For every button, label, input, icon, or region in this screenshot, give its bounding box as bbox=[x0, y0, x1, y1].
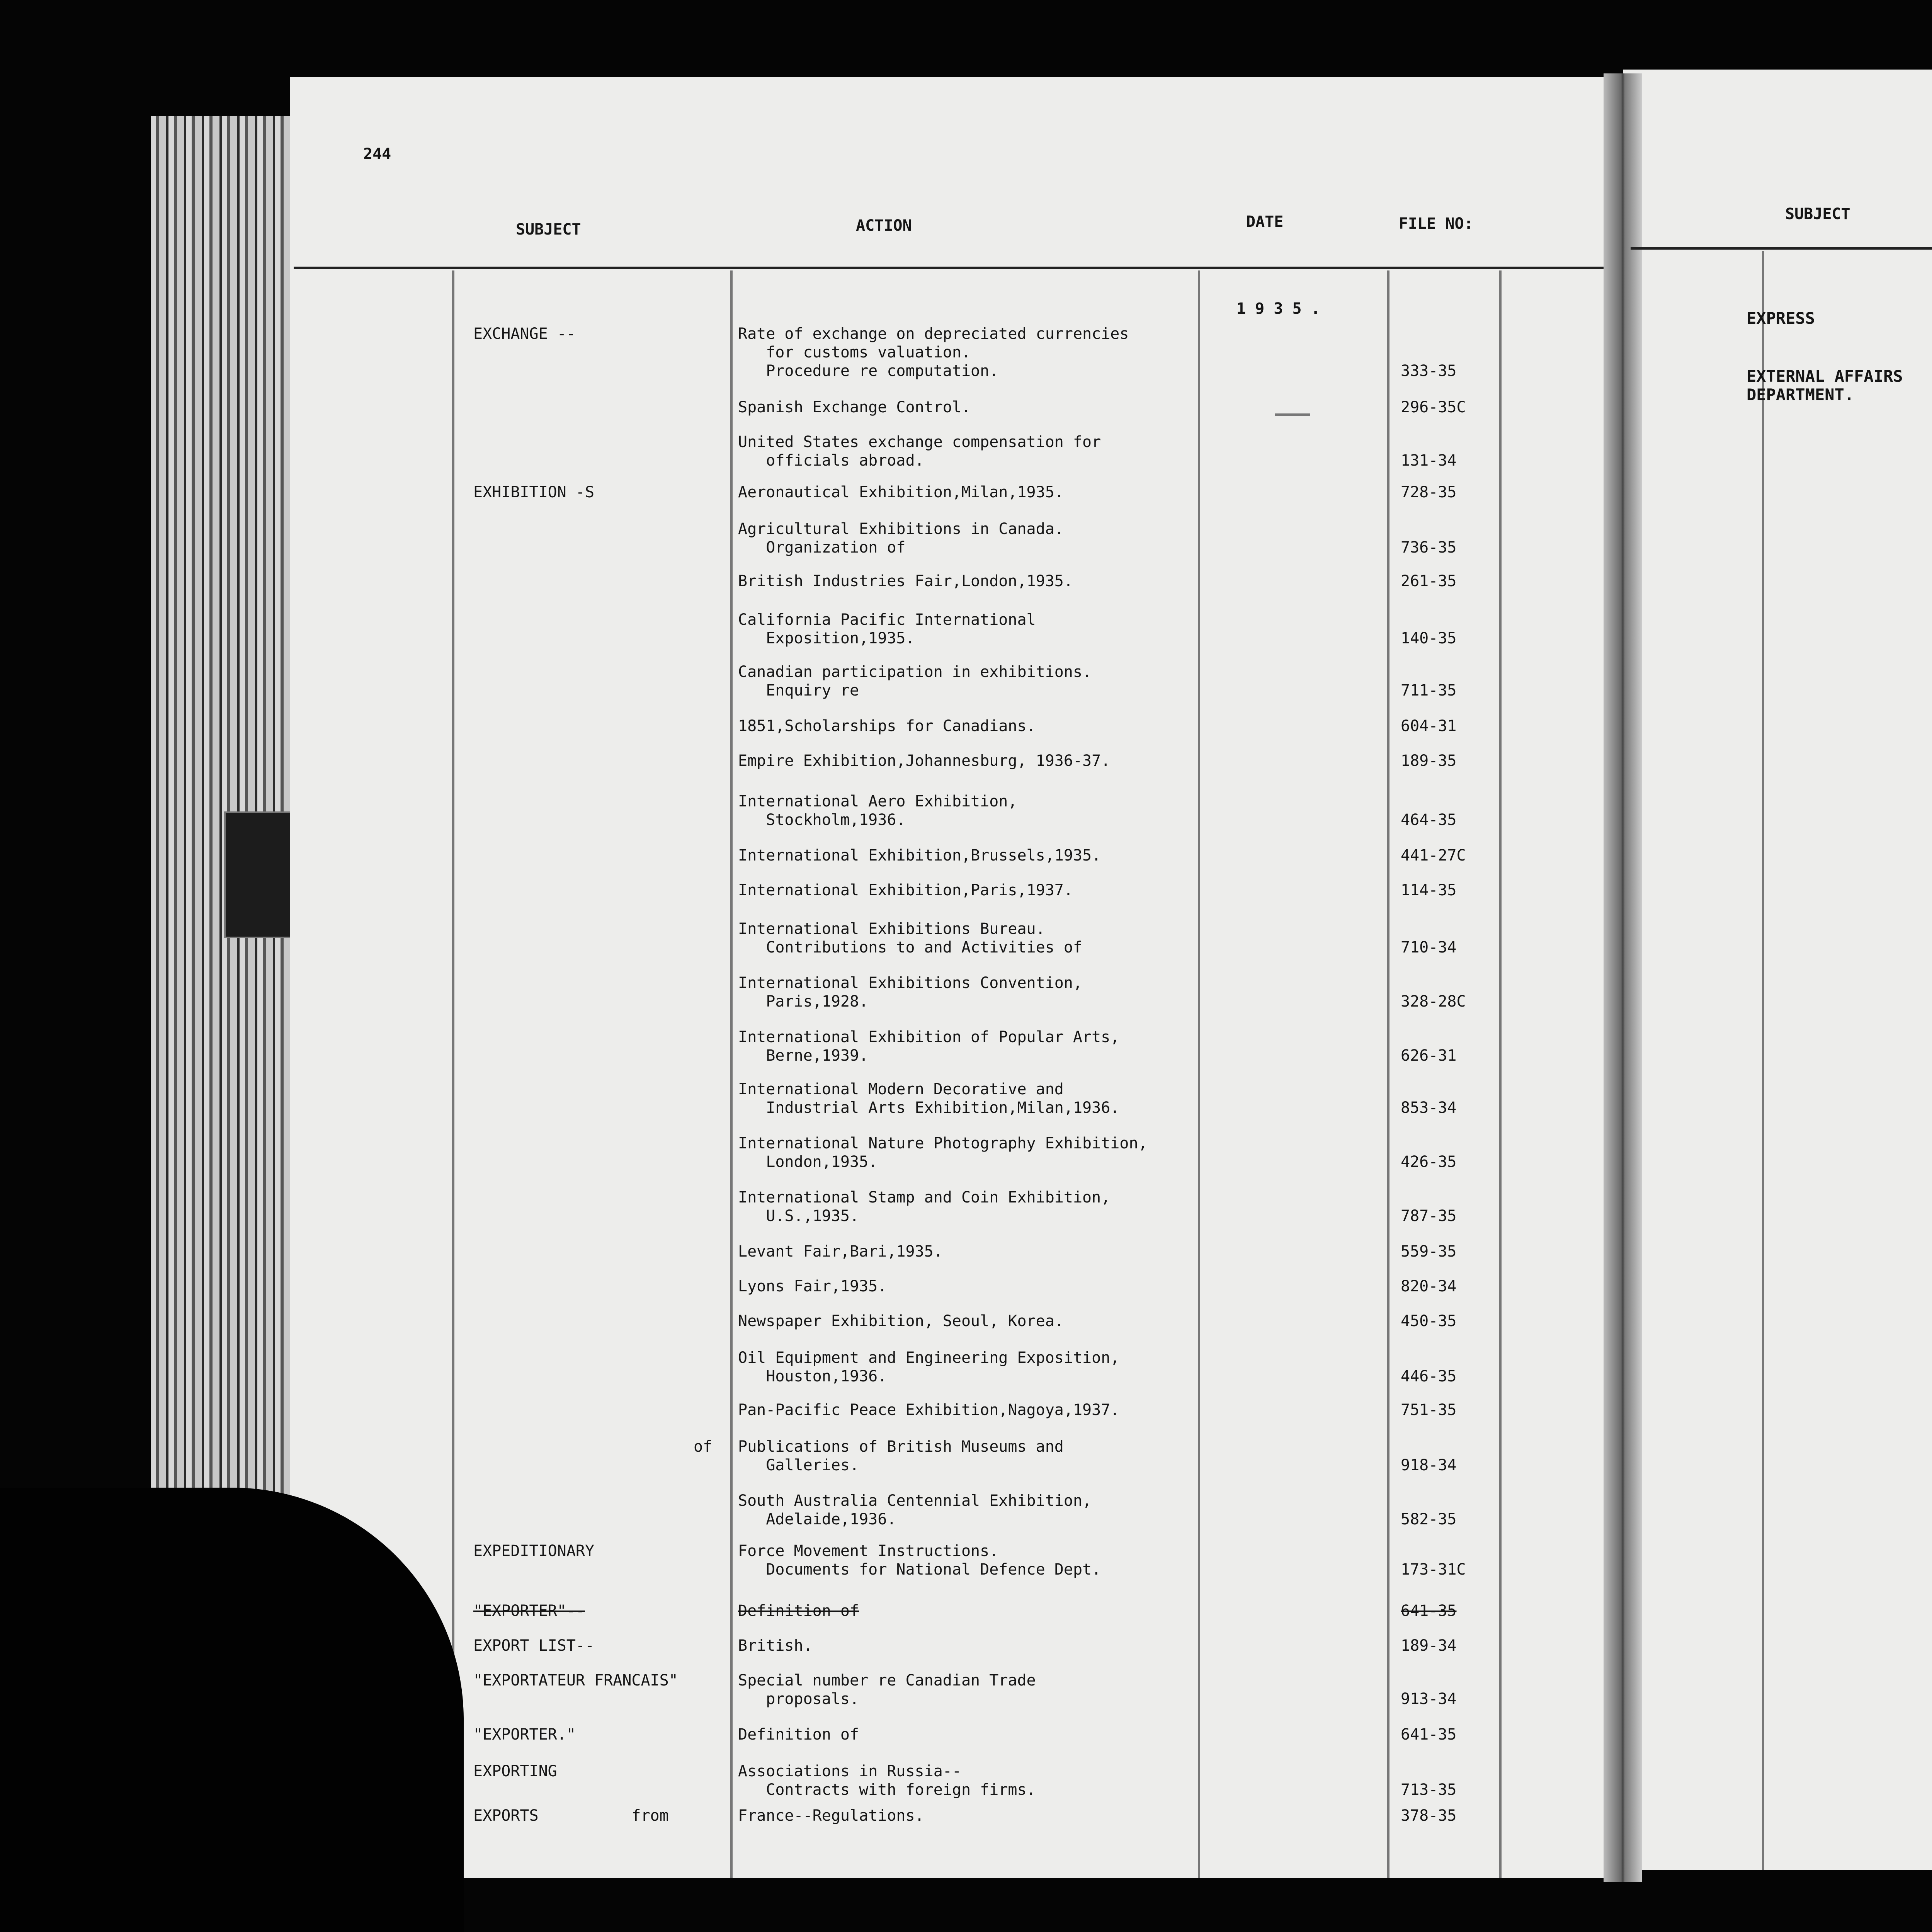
date-dash-mark bbox=[1275, 413, 1310, 416]
entry-action: Aeronautical Exhibition,Milan,1935. bbox=[738, 483, 1064, 501]
entry-subject: "EXPORTER"-- bbox=[473, 1602, 585, 1620]
entry-action: 1851,Scholarships for Canadians. bbox=[738, 717, 1036, 735]
entry-file-no: 787-35 bbox=[1401, 1207, 1457, 1225]
entry-subject: "EXPORTER." bbox=[473, 1726, 576, 1743]
entry-action: Force Movement Instructions. Documents for National Defence Dept. bbox=[738, 1542, 1101, 1578]
entry-action: International Stamp and Coin Exhibition, U.S.,1935. bbox=[738, 1189, 1111, 1225]
entry-action: South Australia Centennial Exhibition, Adelaide,1936. bbox=[738, 1492, 1092, 1528]
entry-action: Lyons Fair,1935. bbox=[738, 1277, 887, 1295]
right-page bbox=[1623, 70, 1932, 1870]
entry-file-no: 261-35 bbox=[1401, 572, 1457, 590]
entry-action: Publications of British Museums and Galleries. bbox=[738, 1438, 1064, 1474]
left-col-rule bbox=[1499, 270, 1502, 1878]
entry-file-no: 751-35 bbox=[1401, 1401, 1457, 1419]
left-page-number: 244 bbox=[363, 145, 391, 163]
entry-file-no: 328-28C bbox=[1401, 993, 1466, 1010]
entry-subject: EXPORTS from bbox=[473, 1807, 669, 1825]
entry-subject: EXPRESS bbox=[1747, 309, 1815, 328]
entry-action: Associations in Russia-- Contracts with foreign firms. bbox=[738, 1762, 1036, 1799]
entry-subject: EXTERNAL AFFAIRS DEPARTMENT. bbox=[1747, 367, 1903, 404]
entry-action: Levant Fair,Bari,1935. bbox=[738, 1243, 943, 1260]
entry-action: International Exhibitions Bureau. Contributions to and Activities of bbox=[738, 920, 1083, 956]
entry-file-no: 441-27C bbox=[1401, 847, 1466, 864]
entry-file-no: 114-35 bbox=[1401, 881, 1457, 899]
entry-action: France--Regulations. bbox=[738, 1807, 924, 1825]
entry-subject: EXPEDITIONARY bbox=[473, 1542, 595, 1560]
left-col-rule bbox=[730, 270, 733, 1878]
left-col-rule bbox=[452, 270, 454, 1878]
book-gutter bbox=[1604, 73, 1642, 1882]
entry-action: International Exhibitions Convention, Paris,1928. bbox=[738, 974, 1083, 1010]
entry-action: Pan-Pacific Peace Exhibition,Nagoya,1937. bbox=[738, 1401, 1120, 1419]
entry-subject: EXPORT LIST-- bbox=[473, 1637, 595, 1655]
entry-file-no: 378-35 bbox=[1401, 1807, 1457, 1825]
entry-subject: "EXPORTATEUR FRANCAIS" bbox=[473, 1672, 678, 1689]
entry-action: Agricultural Exhibitions in Canada. Organization of bbox=[738, 520, 1064, 556]
entry-action: Special number re Canadian Trade proposals. bbox=[738, 1672, 1036, 1708]
entry-file-no: 173-31C bbox=[1401, 1561, 1466, 1578]
entry-file-no: 711-35 bbox=[1401, 682, 1457, 699]
entry-action: Rate of exchange on depreciated currencies for customs valuation. Procedure re computation. bbox=[738, 325, 1129, 380]
entry-file-no: 559-35 bbox=[1401, 1243, 1457, 1260]
entry-file-no: 913-34 bbox=[1401, 1690, 1457, 1708]
hand-shadow bbox=[0, 1488, 464, 1932]
left-header-file: FILE NO: bbox=[1399, 215, 1473, 233]
entry-file-no: 626-31 bbox=[1401, 1047, 1457, 1065]
entry-file-no: 140-35 bbox=[1401, 629, 1457, 647]
right-header-rule bbox=[1631, 247, 1932, 250]
entry-file-no: 582-35 bbox=[1401, 1510, 1457, 1528]
entry-subject: EXHIBITION -S bbox=[473, 483, 595, 501]
entry-action: Newspaper Exhibition, Seoul, Korea. bbox=[738, 1312, 1064, 1330]
entry-file-no: 464-35 bbox=[1401, 811, 1457, 829]
entry-action: Canadian participation in exhibitions. Enquiry re bbox=[738, 663, 1092, 699]
entry-action: California Pacific International Exposition,1935. bbox=[738, 611, 1036, 647]
entry-action: International Nature Photography Exhibition, London,1935. bbox=[738, 1134, 1148, 1171]
entry-file-no: 641-35 bbox=[1401, 1602, 1457, 1620]
entry-action: United States exchange compensation for officials abroad. bbox=[738, 433, 1101, 469]
entry-file-no: 450-35 bbox=[1401, 1312, 1457, 1330]
entry-action: International Exhibition,Brussels,1935. bbox=[738, 847, 1101, 864]
left-col-rule bbox=[1198, 270, 1200, 1878]
binder-tab bbox=[224, 811, 297, 938]
entry-subject: of bbox=[694, 1438, 713, 1456]
left-header-action: ACTION bbox=[856, 217, 912, 235]
entry-file-no: 820-34 bbox=[1401, 1277, 1457, 1295]
entry-file-no: 713-35 bbox=[1401, 1781, 1457, 1799]
entry-file-no: 189-35 bbox=[1401, 752, 1457, 770]
left-col-rule bbox=[1387, 270, 1389, 1878]
entry-action: International Exhibition,Paris,1937. bbox=[738, 881, 1073, 899]
entry-file-no: 853-34 bbox=[1401, 1099, 1457, 1117]
entry-file-no: 604-31 bbox=[1401, 717, 1457, 735]
entry-action: British Industries Fair,London,1935. bbox=[738, 572, 1073, 590]
entry-action: International Exhibition of Popular Arts, Berne,1939. bbox=[738, 1028, 1120, 1065]
entry-action: British. bbox=[738, 1637, 813, 1655]
entry-file-no: 641-35 bbox=[1401, 1726, 1457, 1743]
entry-file-no: 189-34 bbox=[1401, 1637, 1457, 1655]
entry-action: Definition of bbox=[738, 1602, 859, 1620]
entry-file-no: 296-35C bbox=[1401, 398, 1466, 416]
entry-subject: EXCHANGE -- bbox=[473, 325, 576, 343]
left-header-date: DATE bbox=[1246, 213, 1284, 231]
entry-action: International Modern Decorative and Industrial Arts Exhibition,Milan,1936. bbox=[738, 1080, 1120, 1117]
entry-subject: EXPORTING bbox=[473, 1762, 557, 1780]
entry-file-no: 710-34 bbox=[1401, 939, 1457, 956]
entry-action: Empire Exhibition,Johannesburg, 1936-37. bbox=[738, 752, 1111, 770]
entry-file-no: 333-35 bbox=[1401, 362, 1457, 380]
entry-file-no: 736-35 bbox=[1401, 539, 1457, 556]
entry-file-no: 131-34 bbox=[1401, 452, 1457, 469]
entry-action: International Aero Exhibition, Stockholm,1936. bbox=[738, 793, 1017, 829]
left-header-subject: SUBJECT bbox=[516, 221, 581, 238]
entry-action: Spanish Exchange Control. bbox=[738, 398, 971, 416]
right-header-subject: SUBJECT bbox=[1785, 205, 1850, 223]
entry-file-no: 918-34 bbox=[1401, 1456, 1457, 1474]
right-col-rule bbox=[1762, 251, 1764, 1870]
left-year: 1 9 3 5 . bbox=[1236, 300, 1320, 318]
entry-file-no: 426-35 bbox=[1401, 1153, 1457, 1171]
entry-file-no: 728-35 bbox=[1401, 483, 1457, 501]
left-header-rule bbox=[294, 267, 1604, 269]
entry-action: Definition of bbox=[738, 1726, 859, 1743]
entry-action: Oil Equipment and Engineering Exposition, Houston,1936. bbox=[738, 1349, 1120, 1385]
entry-file-no: 446-35 bbox=[1401, 1367, 1457, 1385]
